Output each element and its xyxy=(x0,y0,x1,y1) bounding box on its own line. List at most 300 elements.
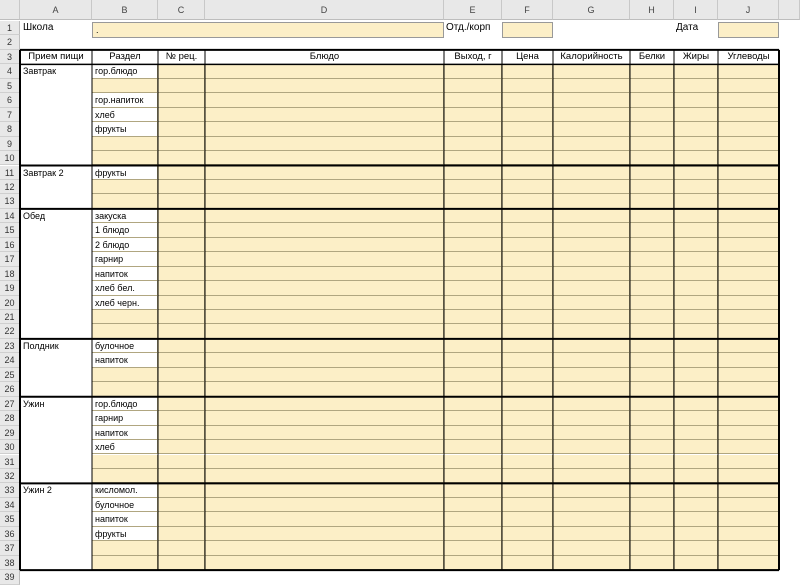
data-cell[interactable] xyxy=(674,440,718,454)
data-cell[interactable] xyxy=(205,281,444,295)
data-cell[interactable] xyxy=(502,238,553,252)
data-cell[interactable] xyxy=(630,79,674,93)
data-cell[interactable] xyxy=(205,79,444,93)
data-cell[interactable] xyxy=(553,397,630,411)
row-header[interactable]: 27 xyxy=(0,397,20,411)
section-cell[interactable]: кисломол. xyxy=(92,483,158,497)
data-cell[interactable] xyxy=(502,541,553,555)
data-cell[interactable] xyxy=(158,93,205,107)
row-header[interactable]: 3 xyxy=(0,50,20,64)
section-cell[interactable]: гор.блюдо xyxy=(92,397,158,411)
row-header[interactable]: 28 xyxy=(0,411,20,425)
data-cell[interactable] xyxy=(630,527,674,541)
data-cell[interactable] xyxy=(674,455,718,469)
data-cell[interactable] xyxy=(630,151,674,165)
data-cell[interactable] xyxy=(718,324,779,338)
data-cell[interactable] xyxy=(674,397,718,411)
data-cell[interactable] xyxy=(158,498,205,512)
data-cell[interactable] xyxy=(205,151,444,165)
data-cell[interactable] xyxy=(630,267,674,281)
data-cell[interactable] xyxy=(444,108,502,122)
data-cell[interactable] xyxy=(158,64,205,78)
section-cell[interactable]: гарнир xyxy=(92,252,158,266)
data-cell[interactable] xyxy=(502,64,553,78)
data-cell[interactable] xyxy=(444,527,502,541)
section-cell[interactable] xyxy=(92,324,158,338)
section-cell[interactable] xyxy=(92,382,158,396)
section-cell[interactable]: закуска xyxy=(92,209,158,223)
row-header[interactable]: 21 xyxy=(0,310,20,324)
data-cell[interactable] xyxy=(158,79,205,93)
data-cell[interactable] xyxy=(630,556,674,570)
data-cell[interactable] xyxy=(630,339,674,353)
column-header-g[interactable]: G xyxy=(553,0,630,20)
row-header[interactable]: 30 xyxy=(0,440,20,454)
data-cell[interactable] xyxy=(630,310,674,324)
data-cell[interactable] xyxy=(502,151,553,165)
section-cell[interactable]: напиток xyxy=(92,512,158,526)
date-input[interactable] xyxy=(718,22,779,38)
data-cell[interactable] xyxy=(158,238,205,252)
data-cell[interactable] xyxy=(502,426,553,440)
data-cell[interactable] xyxy=(502,324,553,338)
data-cell[interactable] xyxy=(553,527,630,541)
data-cell[interactable] xyxy=(674,368,718,382)
data-cell[interactable] xyxy=(553,194,630,208)
row-header[interactable]: 12 xyxy=(0,180,20,194)
data-cell[interactable] xyxy=(718,353,779,367)
data-cell[interactable] xyxy=(674,310,718,324)
data-cell[interactable] xyxy=(158,426,205,440)
data-cell[interactable] xyxy=(205,64,444,78)
data-cell[interactable] xyxy=(444,252,502,266)
row-header[interactable]: 15 xyxy=(0,223,20,237)
data-cell[interactable] xyxy=(158,541,205,555)
data-cell[interactable] xyxy=(205,440,444,454)
data-cell[interactable] xyxy=(553,137,630,151)
data-cell[interactable] xyxy=(158,469,205,483)
data-cell[interactable] xyxy=(553,296,630,310)
data-cell[interactable] xyxy=(502,469,553,483)
data-cell[interactable] xyxy=(718,180,779,194)
data-cell[interactable] xyxy=(630,180,674,194)
data-cell[interactable] xyxy=(553,209,630,223)
section-cell[interactable]: гарнир xyxy=(92,411,158,425)
row-header[interactable]: 26 xyxy=(0,382,20,396)
data-cell[interactable] xyxy=(630,512,674,526)
data-cell[interactable] xyxy=(553,238,630,252)
data-cell[interactable] xyxy=(553,180,630,194)
section-cell[interactable]: фрукты xyxy=(92,527,158,541)
data-cell[interactable] xyxy=(630,411,674,425)
data-cell[interactable] xyxy=(502,455,553,469)
data-cell[interactable] xyxy=(674,339,718,353)
data-cell[interactable] xyxy=(718,79,779,93)
data-cell[interactable] xyxy=(718,122,779,136)
data-cell[interactable] xyxy=(553,122,630,136)
data-cell[interactable] xyxy=(205,541,444,555)
data-cell[interactable] xyxy=(674,64,718,78)
data-cell[interactable] xyxy=(674,324,718,338)
data-cell[interactable] xyxy=(158,209,205,223)
data-cell[interactable] xyxy=(553,267,630,281)
data-cell[interactable] xyxy=(674,556,718,570)
row-header[interactable]: 14 xyxy=(0,209,20,223)
data-cell[interactable] xyxy=(718,411,779,425)
data-cell[interactable] xyxy=(158,353,205,367)
data-cell[interactable] xyxy=(158,368,205,382)
data-cell[interactable] xyxy=(205,209,444,223)
data-cell[interactable] xyxy=(718,108,779,122)
data-cell[interactable] xyxy=(205,556,444,570)
data-cell[interactable] xyxy=(444,79,502,93)
data-cell[interactable] xyxy=(630,397,674,411)
data-cell[interactable] xyxy=(718,512,779,526)
section-cell[interactable]: 2 блюдо xyxy=(92,238,158,252)
data-cell[interactable] xyxy=(444,151,502,165)
data-cell[interactable] xyxy=(674,223,718,237)
data-cell[interactable] xyxy=(674,527,718,541)
data-cell[interactable] xyxy=(205,469,444,483)
data-cell[interactable] xyxy=(158,151,205,165)
data-cell[interactable] xyxy=(553,93,630,107)
data-cell[interactable] xyxy=(674,108,718,122)
data-cell[interactable] xyxy=(553,382,630,396)
data-cell[interactable] xyxy=(630,194,674,208)
data-cell[interactable] xyxy=(630,426,674,440)
data-cell[interactable] xyxy=(444,353,502,367)
data-cell[interactable] xyxy=(205,426,444,440)
data-cell[interactable] xyxy=(674,238,718,252)
data-cell[interactable] xyxy=(158,512,205,526)
data-cell[interactable] xyxy=(205,93,444,107)
data-cell[interactable] xyxy=(553,556,630,570)
column-header-d[interactable]: D xyxy=(205,0,444,20)
data-cell[interactable] xyxy=(630,498,674,512)
data-cell[interactable] xyxy=(553,440,630,454)
section-cell[interactable]: 1 блюдо xyxy=(92,223,158,237)
column-header-h[interactable]: H xyxy=(630,0,674,20)
data-cell[interactable] xyxy=(718,281,779,295)
data-cell[interactable] xyxy=(674,93,718,107)
data-cell[interactable] xyxy=(444,267,502,281)
data-cell[interactable] xyxy=(553,512,630,526)
data-cell[interactable] xyxy=(502,310,553,324)
section-cell[interactable]: булочное xyxy=(92,339,158,353)
data-cell[interactable] xyxy=(158,296,205,310)
row-header[interactable]: 32 xyxy=(0,469,20,483)
data-cell[interactable] xyxy=(718,64,779,78)
school-input[interactable]: . xyxy=(92,22,444,38)
data-cell[interactable] xyxy=(674,252,718,266)
row-header[interactable]: 37 xyxy=(0,541,20,555)
section-cell[interactable] xyxy=(92,194,158,208)
section-cell[interactable]: напиток xyxy=(92,267,158,281)
data-cell[interactable] xyxy=(158,339,205,353)
row-header[interactable]: 39 xyxy=(0,570,20,584)
data-cell[interactable] xyxy=(630,122,674,136)
data-cell[interactable] xyxy=(205,267,444,281)
data-cell[interactable] xyxy=(444,512,502,526)
data-cell[interactable] xyxy=(158,397,205,411)
data-cell[interactable] xyxy=(158,455,205,469)
data-cell[interactable] xyxy=(718,339,779,353)
row-header[interactable]: 19 xyxy=(0,281,20,295)
data-cell[interactable] xyxy=(502,296,553,310)
section-cell[interactable] xyxy=(92,541,158,555)
row-header[interactable]: 8 xyxy=(0,122,20,136)
data-cell[interactable] xyxy=(630,281,674,295)
data-cell[interactable] xyxy=(718,483,779,497)
data-cell[interactable] xyxy=(718,455,779,469)
data-cell[interactable] xyxy=(502,79,553,93)
data-cell[interactable] xyxy=(553,281,630,295)
data-cell[interactable] xyxy=(630,93,674,107)
data-cell[interactable] xyxy=(444,137,502,151)
data-cell[interactable] xyxy=(205,382,444,396)
data-cell[interactable] xyxy=(502,353,553,367)
column-header-b[interactable]: B xyxy=(92,0,158,20)
data-cell[interactable] xyxy=(502,368,553,382)
row-header[interactable]: 25 xyxy=(0,368,20,382)
column-header-f[interactable]: F xyxy=(502,0,553,20)
data-cell[interactable] xyxy=(630,368,674,382)
data-cell[interactable] xyxy=(502,527,553,541)
data-cell[interactable] xyxy=(630,440,674,454)
data-cell[interactable] xyxy=(553,64,630,78)
section-cell[interactable] xyxy=(92,368,158,382)
data-cell[interactable] xyxy=(718,440,779,454)
data-cell[interactable] xyxy=(630,223,674,237)
section-cell[interactable]: булочное xyxy=(92,498,158,512)
data-cell[interactable] xyxy=(674,296,718,310)
data-cell[interactable] xyxy=(444,455,502,469)
row-header[interactable]: 10 xyxy=(0,151,20,165)
row-header[interactable]: 20 xyxy=(0,296,20,310)
data-cell[interactable] xyxy=(553,411,630,425)
data-cell[interactable] xyxy=(444,166,502,180)
section-cell[interactable] xyxy=(92,310,158,324)
column-header-i[interactable]: I xyxy=(674,0,718,20)
data-cell[interactable] xyxy=(502,137,553,151)
data-cell[interactable] xyxy=(205,324,444,338)
row-header[interactable]: 23 xyxy=(0,339,20,353)
data-cell[interactable] xyxy=(718,151,779,165)
row-header[interactable]: 9 xyxy=(0,137,20,151)
data-cell[interactable] xyxy=(444,238,502,252)
data-cell[interactable] xyxy=(158,194,205,208)
data-cell[interactable] xyxy=(553,426,630,440)
row-header[interactable]: 29 xyxy=(0,426,20,440)
data-cell[interactable] xyxy=(205,353,444,367)
data-cell[interactable] xyxy=(718,310,779,324)
section-cell[interactable]: хлеб бел. xyxy=(92,281,158,295)
data-cell[interactable] xyxy=(158,180,205,194)
data-cell[interactable] xyxy=(444,498,502,512)
data-cell[interactable] xyxy=(205,455,444,469)
data-cell[interactable] xyxy=(444,483,502,497)
data-cell[interactable] xyxy=(444,180,502,194)
data-cell[interactable] xyxy=(553,541,630,555)
data-cell[interactable] xyxy=(444,324,502,338)
data-cell[interactable] xyxy=(158,122,205,136)
section-cell[interactable] xyxy=(92,556,158,570)
data-cell[interactable] xyxy=(502,93,553,107)
data-cell[interactable] xyxy=(718,223,779,237)
data-cell[interactable] xyxy=(158,556,205,570)
data-cell[interactable] xyxy=(502,512,553,526)
data-cell[interactable] xyxy=(553,498,630,512)
data-cell[interactable] xyxy=(718,296,779,310)
column-header-e[interactable]: E xyxy=(444,0,502,20)
data-cell[interactable] xyxy=(158,267,205,281)
data-cell[interactable] xyxy=(205,223,444,237)
row-header[interactable]: 2 xyxy=(0,35,20,49)
data-cell[interactable] xyxy=(630,541,674,555)
data-cell[interactable] xyxy=(718,469,779,483)
data-cell[interactable] xyxy=(502,483,553,497)
data-cell[interactable] xyxy=(553,166,630,180)
section-cell[interactable]: хлеб черн. xyxy=(92,296,158,310)
data-cell[interactable] xyxy=(158,223,205,237)
data-cell[interactable] xyxy=(205,166,444,180)
department-input[interactable] xyxy=(502,22,553,38)
data-cell[interactable] xyxy=(674,512,718,526)
data-cell[interactable] xyxy=(205,238,444,252)
data-cell[interactable] xyxy=(444,541,502,555)
data-cell[interactable] xyxy=(718,556,779,570)
data-cell[interactable] xyxy=(205,527,444,541)
data-cell[interactable] xyxy=(158,324,205,338)
section-cell[interactable]: гор.блюдо xyxy=(92,64,158,78)
row-header[interactable]: 33 xyxy=(0,483,20,497)
data-cell[interactable] xyxy=(444,368,502,382)
data-cell[interactable] xyxy=(718,541,779,555)
data-cell[interactable] xyxy=(674,483,718,497)
data-cell[interactable] xyxy=(718,368,779,382)
data-cell[interactable] xyxy=(553,108,630,122)
data-cell[interactable] xyxy=(630,238,674,252)
row-header[interactable]: 1 xyxy=(0,21,20,35)
section-cell[interactable] xyxy=(92,79,158,93)
data-cell[interactable] xyxy=(158,382,205,396)
row-header[interactable]: 22 xyxy=(0,324,20,338)
data-cell[interactable] xyxy=(718,267,779,281)
row-header[interactable]: 16 xyxy=(0,238,20,252)
data-cell[interactable] xyxy=(674,151,718,165)
data-cell[interactable] xyxy=(502,252,553,266)
data-cell[interactable] xyxy=(444,223,502,237)
row-header[interactable]: 5 xyxy=(0,79,20,93)
data-cell[interactable] xyxy=(502,339,553,353)
data-cell[interactable] xyxy=(205,180,444,194)
data-cell[interactable] xyxy=(444,122,502,136)
data-cell[interactable] xyxy=(718,426,779,440)
data-cell[interactable] xyxy=(158,252,205,266)
data-cell[interactable] xyxy=(502,556,553,570)
data-cell[interactable] xyxy=(205,310,444,324)
data-cell[interactable] xyxy=(674,209,718,223)
data-cell[interactable] xyxy=(444,440,502,454)
data-cell[interactable] xyxy=(502,498,553,512)
data-cell[interactable] xyxy=(158,440,205,454)
data-cell[interactable] xyxy=(205,483,444,497)
section-cell[interactable] xyxy=(92,180,158,194)
data-cell[interactable] xyxy=(502,108,553,122)
data-cell[interactable] xyxy=(674,194,718,208)
data-cell[interactable] xyxy=(444,382,502,396)
column-header-a[interactable]: A xyxy=(20,0,92,20)
data-cell[interactable] xyxy=(630,137,674,151)
section-cell[interactable]: фрукты xyxy=(92,122,158,136)
data-cell[interactable] xyxy=(444,64,502,78)
data-cell[interactable] xyxy=(718,382,779,396)
data-cell[interactable] xyxy=(502,281,553,295)
data-cell[interactable] xyxy=(630,252,674,266)
data-cell[interactable] xyxy=(553,252,630,266)
data-cell[interactable] xyxy=(553,469,630,483)
data-cell[interactable] xyxy=(444,397,502,411)
data-cell[interactable] xyxy=(718,194,779,208)
data-cell[interactable] xyxy=(674,411,718,425)
data-cell[interactable] xyxy=(630,382,674,396)
section-cell[interactable]: напиток xyxy=(92,353,158,367)
row-header[interactable]: 7 xyxy=(0,108,20,122)
row-header[interactable]: 34 xyxy=(0,498,20,512)
column-header-j[interactable]: J xyxy=(718,0,779,20)
section-cell[interactable]: фрукты xyxy=(92,166,158,180)
data-cell[interactable] xyxy=(502,223,553,237)
data-cell[interactable] xyxy=(674,498,718,512)
data-cell[interactable] xyxy=(718,166,779,180)
data-cell[interactable] xyxy=(205,411,444,425)
data-cell[interactable] xyxy=(444,296,502,310)
row-header[interactable]: 38 xyxy=(0,556,20,570)
data-cell[interactable] xyxy=(630,296,674,310)
data-cell[interactable] xyxy=(205,252,444,266)
data-cell[interactable] xyxy=(444,426,502,440)
data-cell[interactable] xyxy=(630,469,674,483)
data-cell[interactable] xyxy=(444,339,502,353)
section-cell[interactable]: гор.напиток xyxy=(92,93,158,107)
data-cell[interactable] xyxy=(502,397,553,411)
data-cell[interactable] xyxy=(553,151,630,165)
row-header[interactable]: 13 xyxy=(0,194,20,208)
data-cell[interactable] xyxy=(444,310,502,324)
data-cell[interactable] xyxy=(502,382,553,396)
data-cell[interactable] xyxy=(205,339,444,353)
data-cell[interactable] xyxy=(444,93,502,107)
section-cell[interactable]: напиток xyxy=(92,426,158,440)
data-cell[interactable] xyxy=(674,382,718,396)
data-cell[interactable] xyxy=(553,368,630,382)
data-cell[interactable] xyxy=(718,498,779,512)
row-header[interactable]: 4 xyxy=(0,64,20,78)
data-cell[interactable] xyxy=(718,252,779,266)
data-cell[interactable] xyxy=(158,281,205,295)
data-cell[interactable] xyxy=(158,310,205,324)
data-cell[interactable] xyxy=(718,209,779,223)
data-cell[interactable] xyxy=(553,223,630,237)
data-cell[interactable] xyxy=(502,267,553,281)
data-cell[interactable] xyxy=(502,180,553,194)
row-header[interactable]: 6 xyxy=(0,93,20,107)
section-cell[interactable] xyxy=(92,151,158,165)
section-cell[interactable] xyxy=(92,137,158,151)
data-cell[interactable] xyxy=(502,166,553,180)
data-cell[interactable] xyxy=(205,368,444,382)
data-cell[interactable] xyxy=(553,310,630,324)
